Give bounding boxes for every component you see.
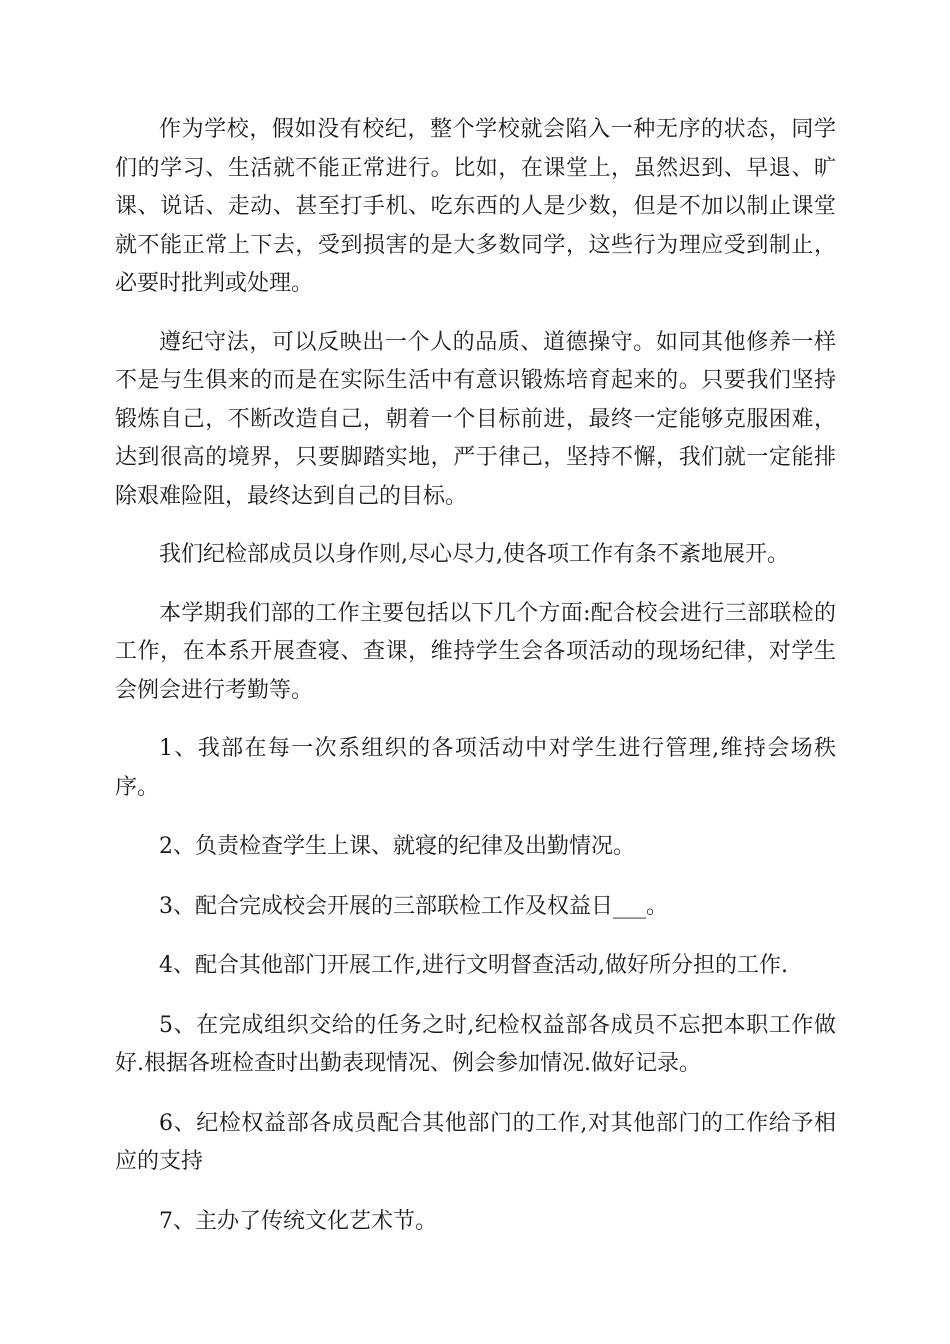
paragraph-work-overview: 本学期我们部的工作主要包括以下几个方面:配合校会进行三部联检的工作，在本系开展查寝、查课，维持学生会各项活动的现场纪律，对学生会例会进行考勤等。 [115, 600, 836, 703]
list-item-6: 6、纪检权益部各成员配合其他部门的工作,对其他部门的工作给予相应的支持 [115, 1110, 836, 1174]
list-item-3: 3、配合完成校会开展的三部联检工作及权益日___。 [159, 893, 668, 919]
list-item-5: 5、在完成组织交给的任务之时,纪检权益部各成员不忘把本职工作做好.根据各班检查时出勤表现情况、例会参加情况.做好记录。 [115, 1012, 836, 1076]
paragraph-members: 我们纪检部成员以身作则,尽心尽力,使各项工作有条不紊地展开。 [159, 542, 789, 567]
paragraph-school-discipline: 作为学校，假如没有校纪，整个学校就会陷入一种无序的状态，同学们的学习、生活就不能正常进行。比如，在课堂上，虽然迟到、早退、旷课、说话、走动、甚至打手机、吃东西的人是少数，但是不加以制止课堂就不能正常上下去，受到损害的是大多数同学，这些行为理应受到制止，必要时批判或处理。 [115, 117, 836, 296]
document-body [115, 111, 836, 1262]
paragraph-obey-rules: 遵纪守法，可以反映出一个人的品质、道德操守。如同其他修养一样不是与生俱来的而是在实际生活中有意识锻炼培育起来的。只要我们坚持锻炼自己，不断改造自己，朝着一个目标前进，最终一定能够克服困难，达到很高的境界，只要脚踏实地，严于律己，坚持不懈，我们就一定能排除艰难险阻，最终达到自己的目标。 [115, 329, 836, 509]
list-item-4: 4、配合其他部门开展工作,进行文明督查活动,做好所分担的工作. [159, 953, 788, 978]
list-item-7: 7、主办了传统文化艺术节。 [159, 1208, 437, 1234]
list-item-1: 1、我部在每一次系组织的各项活动中对学生进行管理,维持会场秩序。 [115, 736, 836, 800]
list-item-2: 2、负责检查学生上课、就寝的纪律及出勤情况。 [159, 834, 635, 859]
